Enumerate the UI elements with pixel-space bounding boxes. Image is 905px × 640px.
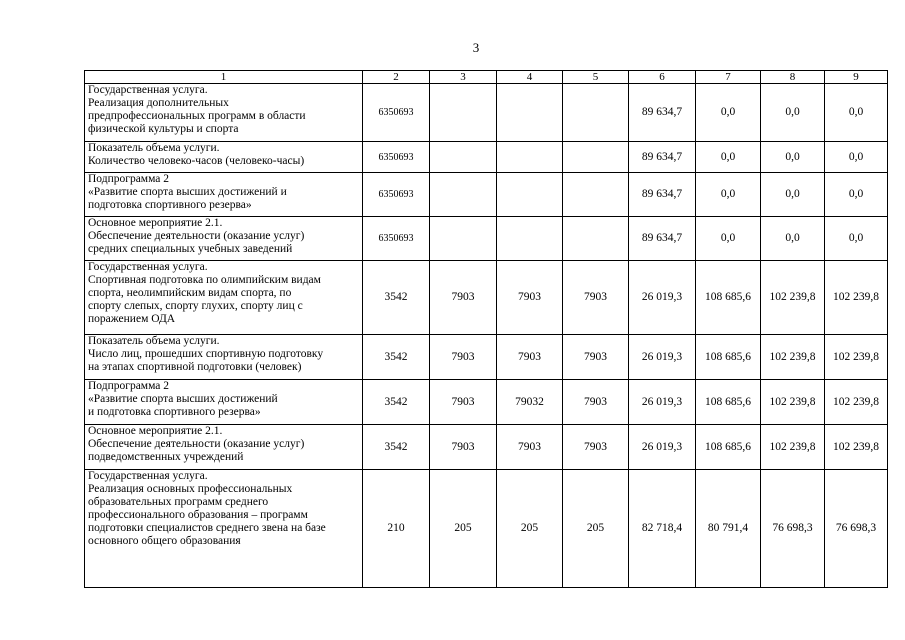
row-name-line: Подпрограмма 2 xyxy=(88,380,170,392)
value-cell-c8: 0,0 xyxy=(761,84,825,142)
value-cell-c6: 26 019,3 xyxy=(629,261,696,335)
table-row xyxy=(85,380,888,425)
value-cell-c2: 3542 xyxy=(363,380,430,425)
value-cell-c4: 79032 xyxy=(497,380,563,425)
value-cell-c3: 7903 xyxy=(430,380,497,425)
value-cell-c3 xyxy=(430,173,497,217)
row-name-line: профессионального образования – программ xyxy=(88,509,308,521)
value-cell-c3: 7903 xyxy=(430,335,497,380)
value-cell-c7: 108 685,6 xyxy=(696,335,761,380)
value-cell-c7: 0,0 xyxy=(696,217,761,261)
budget-table xyxy=(84,70,888,588)
value-cell-c6: 89 634,7 xyxy=(629,217,696,261)
value-cell-c4: 205 xyxy=(497,470,563,588)
row-name-line: Государственная услуга. xyxy=(88,470,208,482)
header-cell: 1 xyxy=(85,71,363,84)
row-name-line: Спортивная подготовка по олимпийским видам xyxy=(88,274,321,286)
row-name-line: подготовки специалистов среднего звена на базе xyxy=(88,522,326,534)
value-cell-c7: 108 685,6 xyxy=(696,380,761,425)
table-header-row xyxy=(85,71,888,84)
row-name-line: образовательных программ среднего xyxy=(88,496,269,508)
header-cell: 3 xyxy=(430,71,497,84)
header-cell: 5 xyxy=(563,71,629,84)
value-cell-c4: 7903 xyxy=(497,261,563,335)
header-cell: 7 xyxy=(696,71,761,84)
value-cell-c2: 3542 xyxy=(363,335,430,380)
row-name-line: спорту слепых, спорту глухих, спорту лиц с xyxy=(88,300,303,312)
row-name-line: Показатель объема услуги. xyxy=(88,335,220,347)
row-name-cell xyxy=(85,84,363,142)
value-cell-c8: 0,0 xyxy=(761,173,825,217)
value-cell-c8: 0,0 xyxy=(761,217,825,261)
value-cell-c2: 6350693 xyxy=(363,142,430,173)
row-name-cell xyxy=(85,217,363,261)
row-name-line: средних специальных учебных заведений xyxy=(88,243,293,255)
value-cell-c5: 7903 xyxy=(563,261,629,335)
row-name-line: подведомственных учреждений xyxy=(88,451,244,463)
value-cell-c3 xyxy=(430,217,497,261)
value-cell-c4: 7903 xyxy=(497,425,563,470)
row-name-line: Основное мероприятие 2.1. xyxy=(88,217,223,229)
value-cell-c8: 102 239,8 xyxy=(761,380,825,425)
value-cell-c7: 108 685,6 xyxy=(696,261,761,335)
value-cell-c4 xyxy=(497,84,563,142)
value-cell-c8: 102 239,8 xyxy=(761,425,825,470)
header-cell: 9 xyxy=(825,71,888,84)
value-cell-c5: 7903 xyxy=(563,425,629,470)
row-name-line: Реализация основных профессиональных xyxy=(88,483,293,495)
value-cell-c6: 89 634,7 xyxy=(629,173,696,217)
row-name-line: физической культуры и спорта xyxy=(88,123,239,135)
row-name-line: Количество человеко-часов (человеко-часы) xyxy=(88,155,305,167)
value-cell-c9: 102 239,8 xyxy=(825,380,888,425)
row-name-line: Государственная услуга. xyxy=(88,261,208,273)
value-cell-c2: 6350693 xyxy=(363,84,430,142)
value-cell-c2: 3542 xyxy=(363,261,430,335)
value-cell-c8: 102 239,8 xyxy=(761,335,825,380)
row-name-line: основного общего образования xyxy=(88,535,241,547)
header-cell: 2 xyxy=(363,71,430,84)
value-cell-c4: 7903 xyxy=(497,335,563,380)
row-name-line: поражением ОДА xyxy=(88,313,176,325)
row-name-line: «Развитие спорта высших достижений xyxy=(88,393,278,405)
header-cell: 8 xyxy=(761,71,825,84)
value-cell-c2: 3542 xyxy=(363,425,430,470)
value-cell-c3: 7903 xyxy=(430,261,497,335)
value-cell-c9: 0,0 xyxy=(825,142,888,173)
row-name-cell xyxy=(85,142,363,173)
header-cell: 4 xyxy=(497,71,563,84)
row-name-line: предпрофессиональных программ в области xyxy=(88,110,306,122)
row-name-cell xyxy=(85,173,363,217)
row-name-line: спорта, неолимпийским видам спорта, по xyxy=(88,287,292,299)
row-name-line: Подпрограмма 2 xyxy=(88,173,170,185)
value-cell-c6: 89 634,7 xyxy=(629,84,696,142)
value-cell-c5: 7903 xyxy=(563,380,629,425)
row-name-line: Государственная услуга. xyxy=(88,84,208,96)
value-cell-c3 xyxy=(430,142,497,173)
value-cell-c6: 26 019,3 xyxy=(629,335,696,380)
value-cell-c2: 6350693 xyxy=(363,173,430,217)
value-cell-c7: 108 685,6 xyxy=(696,425,761,470)
table-row xyxy=(85,217,888,261)
table-row xyxy=(85,425,888,470)
value-cell-c5: 7903 xyxy=(563,335,629,380)
value-cell-c9: 102 239,8 xyxy=(825,425,888,470)
row-name-line: на этапах спортивной подготовки (человек) xyxy=(88,361,302,373)
value-cell-c6: 26 019,3 xyxy=(629,425,696,470)
table-row xyxy=(85,142,888,173)
row-name-line: Реализация дополнительных xyxy=(88,97,229,109)
value-cell-c7: 80 791,4 xyxy=(696,470,761,588)
row-name-line: Число лиц, прошедших спортивную подготовку xyxy=(88,348,324,360)
row-name-line: «Развитие спорта высших достижений и xyxy=(88,186,287,198)
row-name-cell xyxy=(85,425,363,470)
value-cell-c6: 82 718,4 xyxy=(629,470,696,588)
table-row xyxy=(85,335,888,380)
value-cell-c5 xyxy=(563,173,629,217)
value-cell-c9: 0,0 xyxy=(825,173,888,217)
value-cell-c7: 0,0 xyxy=(696,173,761,217)
header-cell: 6 xyxy=(629,71,696,84)
value-cell-c9: 0,0 xyxy=(825,84,888,142)
value-cell-c3: 7903 xyxy=(430,425,497,470)
value-cell-c4 xyxy=(497,142,563,173)
row-name-line: Обеспечение деятельности (оказание услуг) xyxy=(88,230,305,242)
row-name-line: Основное мероприятие 2.1. xyxy=(88,425,223,437)
value-cell-c2: 6350693 xyxy=(363,217,430,261)
row-name-line: Показатель объема услуги. xyxy=(88,142,220,154)
value-cell-c7: 0,0 xyxy=(696,142,761,173)
value-cell-c9: 0,0 xyxy=(825,217,888,261)
row-name-line: подготовка спортивного резерва» xyxy=(88,199,252,211)
value-cell-c5 xyxy=(563,84,629,142)
value-cell-c4 xyxy=(497,217,563,261)
value-cell-c6: 26 019,3 xyxy=(629,380,696,425)
table-row xyxy=(85,84,888,142)
value-cell-c2: 210 xyxy=(363,470,430,588)
row-name-cell xyxy=(85,470,363,588)
value-cell-c8: 102 239,8 xyxy=(761,261,825,335)
value-cell-c5 xyxy=(563,142,629,173)
row-name-cell xyxy=(85,261,363,335)
table-row xyxy=(85,470,888,588)
value-cell-c8: 76 698,3 xyxy=(761,470,825,588)
row-name-cell xyxy=(85,335,363,380)
value-cell-c7: 0,0 xyxy=(696,84,761,142)
value-cell-c4 xyxy=(497,173,563,217)
value-cell-c3: 205 xyxy=(430,470,497,588)
table-row xyxy=(85,261,888,335)
table-row xyxy=(85,173,888,217)
page-number: 3 xyxy=(472,40,480,55)
value-cell-c5: 205 xyxy=(563,470,629,588)
row-name-line: Обеспечение деятельности (оказание услуг) xyxy=(88,438,305,450)
row-name-line: и подготовка спортивного резерва» xyxy=(88,406,261,418)
value-cell-c6: 89 634,7 xyxy=(629,142,696,173)
value-cell-c3 xyxy=(430,84,497,142)
value-cell-c9: 102 239,8 xyxy=(825,261,888,335)
value-cell-c9: 102 239,8 xyxy=(825,335,888,380)
value-cell-c9: 76 698,3 xyxy=(825,470,888,588)
value-cell-c8: 0,0 xyxy=(761,142,825,173)
row-name-cell xyxy=(85,380,363,425)
value-cell-c5 xyxy=(563,217,629,261)
